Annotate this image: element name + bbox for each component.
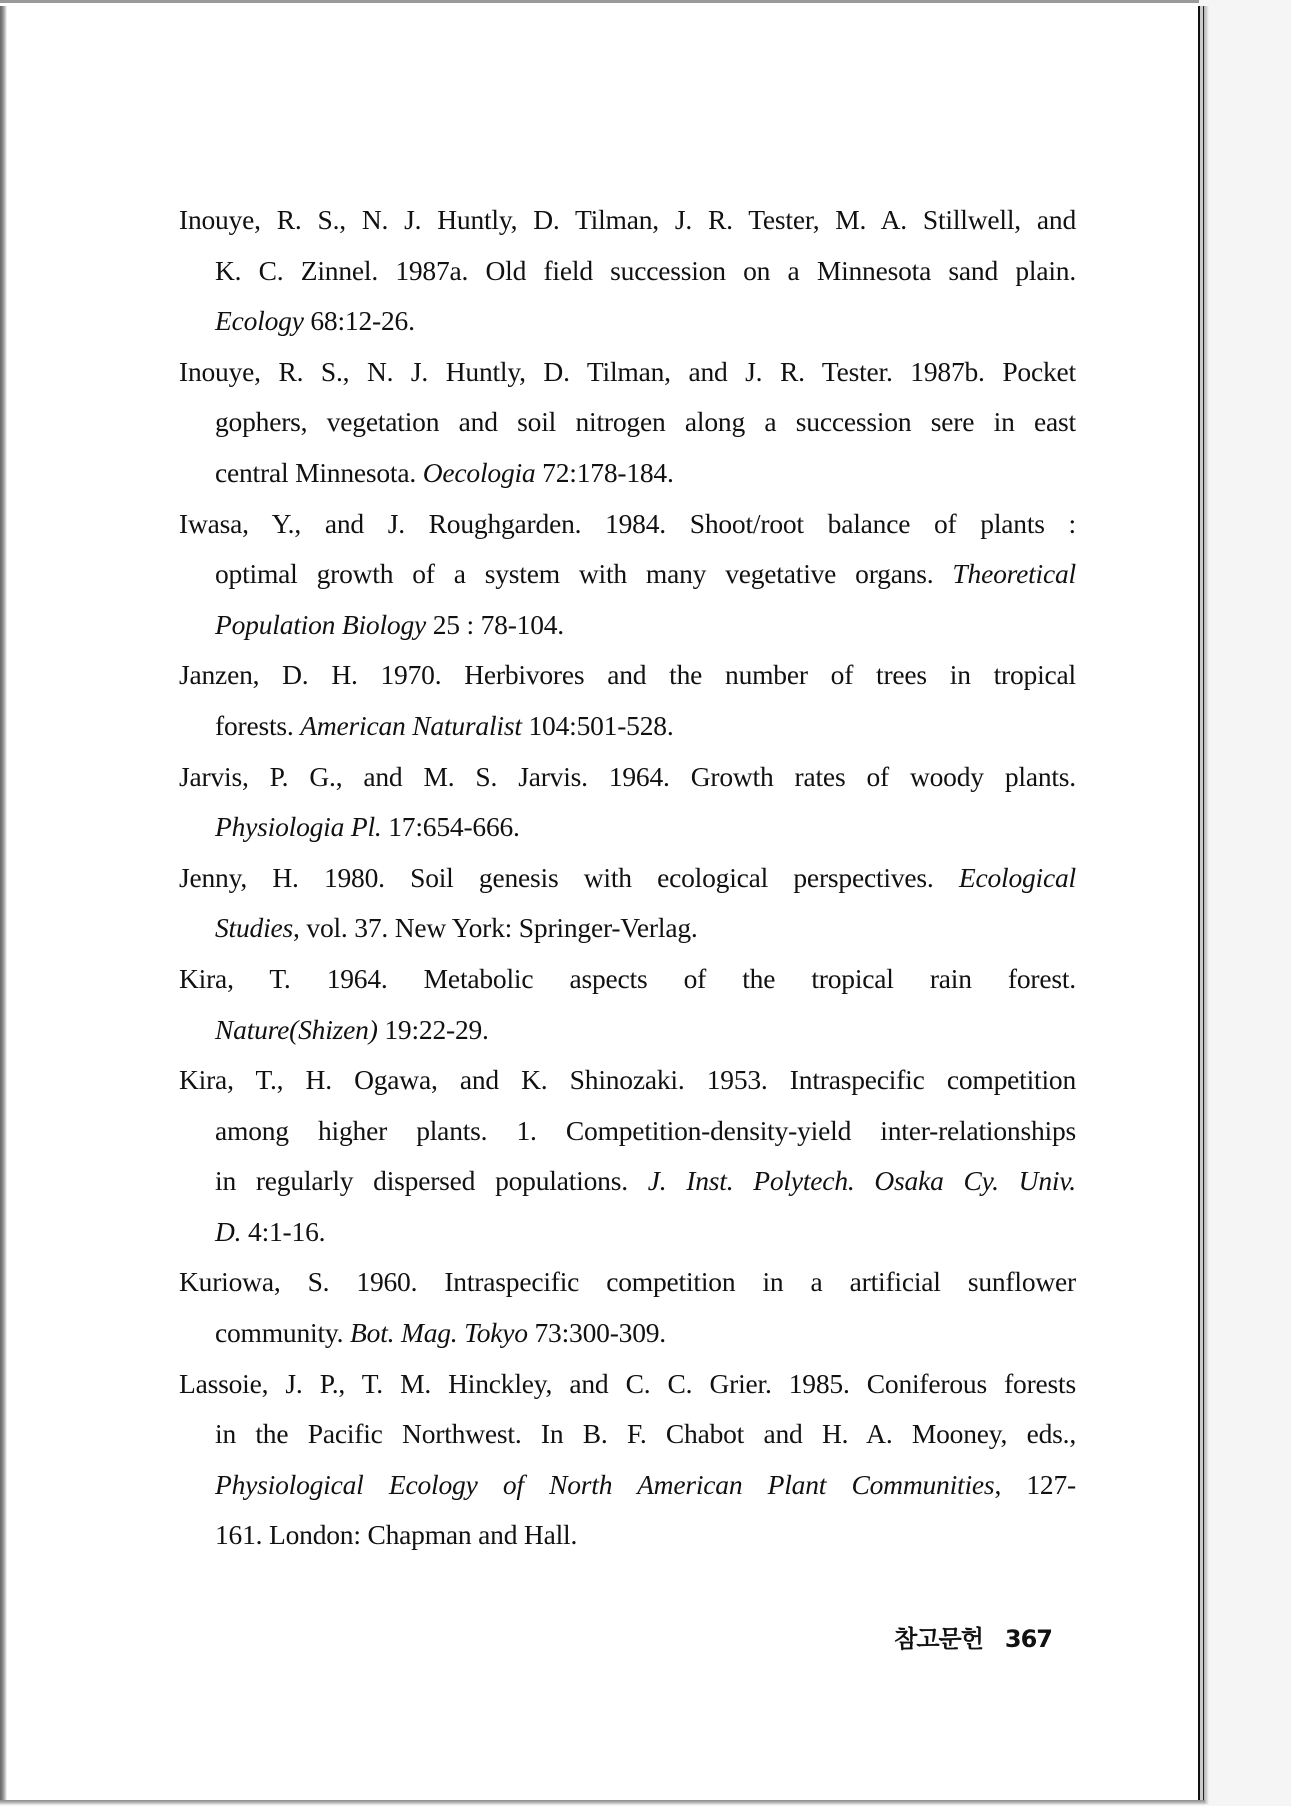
reference-text: optimal growth of a system with many vegetative organs. xyxy=(215,558,953,590)
reference-entry xyxy=(179,1364,1076,1566)
reference-entry xyxy=(179,1060,1076,1262)
reference-continuation-line xyxy=(215,453,1076,504)
reference-text: among higher plants. 1. Competition-density-yield inter-relationships xyxy=(215,1114,1076,1146)
reference-text: , vol. 37. New York: Springer-Verlag. xyxy=(293,912,698,944)
reference-text: 68:12-26. xyxy=(303,305,415,337)
reference-source-title: J. Inst. Polytech. Osaka Cy. Univ. xyxy=(647,1165,1076,1197)
reference-entry xyxy=(179,757,1076,858)
reference-continuation-line xyxy=(215,1515,1076,1566)
reference-text: Kuriowa, S. 1960. Intraspecific competition in a artificial sunflower xyxy=(179,1266,1076,1298)
reference-text: Lassoie, J. P., T. M. Hinckley, and C. C. Grier. 1985. Coniferous forests xyxy=(179,1367,1076,1399)
reference-text: 25 : 78-104. xyxy=(426,608,564,640)
reference-entry xyxy=(179,655,1076,756)
reference-text: 104:501-528. xyxy=(521,709,674,741)
reference-text: Inouye, R. S., N. J. Huntly, D. Tilman, and J. R. Tester. 1987b. Pocket xyxy=(179,355,1076,387)
reference-continuation-line xyxy=(215,301,1076,352)
reference-text: community. xyxy=(215,1317,351,1349)
reference-entry xyxy=(179,352,1076,504)
page-number: 367 xyxy=(1004,1625,1052,1653)
page-left-edge xyxy=(0,6,7,1804)
reference-text: 161. London: Chapman and Hall. xyxy=(215,1519,578,1551)
reference-first-line xyxy=(179,352,1076,403)
reference-text: Jarvis, P. G., and M. S. Jarvis. 1964. Growth rates of woody plants. xyxy=(179,760,1076,792)
reference-text: central Minnesota. xyxy=(215,456,423,488)
reference-first-line xyxy=(179,959,1076,1010)
reference-source-title: Studies xyxy=(215,912,294,944)
reference-text: in regularly dispersed populations. xyxy=(215,1165,648,1197)
reference-continuation-line xyxy=(215,1465,1076,1516)
reference-continuation-line xyxy=(215,1161,1076,1212)
reference-entry xyxy=(179,858,1076,959)
reference-entry xyxy=(179,1262,1076,1363)
reference-first-line xyxy=(179,1262,1076,1313)
reference-continuation-line xyxy=(215,402,1076,453)
page-right-edge xyxy=(1198,6,1209,1804)
reference-text: , 127- xyxy=(994,1468,1076,1500)
reference-continuation-line xyxy=(215,251,1076,302)
reference-continuation-line xyxy=(215,1111,1076,1162)
reference-first-line xyxy=(179,1364,1076,1415)
reference-text: Inouye, R. S., N. J. Huntly, D. Tilman, J. R. Tester, M. A. Stillwell, and xyxy=(179,204,1076,235)
reference-source-title: Ecological xyxy=(958,861,1076,893)
reference-text: 17:654-666. xyxy=(381,811,520,843)
reference-source-title: Oecologia xyxy=(422,456,536,488)
reference-continuation-line xyxy=(215,908,1076,959)
reference-continuation-line xyxy=(215,1010,1076,1061)
reference-source-title: American Naturalist xyxy=(300,709,522,741)
reference-text: gophers, vegetation and soil nitrogen along a succession sere in east xyxy=(215,406,1076,438)
reference-first-line xyxy=(179,757,1076,808)
reference-text: K. C. Zinnel. 1987a. Old field succession on a Minnesota sand plain. xyxy=(215,254,1076,286)
page-bottom-edge xyxy=(0,1800,1205,1805)
reference-entry xyxy=(179,200,1076,352)
reference-first-line xyxy=(179,1060,1076,1111)
reference-text: forests. xyxy=(215,709,301,741)
reference-list xyxy=(179,200,1076,1566)
section-title: 참고문헌 xyxy=(894,1625,983,1653)
reference-text: 73:300-309. xyxy=(527,1317,666,1349)
reference-continuation-line xyxy=(215,1212,1076,1263)
reference-first-line xyxy=(179,200,1076,251)
reference-continuation-line xyxy=(215,1313,1076,1364)
reference-source-title: Bot. Mag. Tokyo xyxy=(350,1317,528,1349)
reference-continuation-line xyxy=(215,807,1076,858)
reference-continuation-line xyxy=(215,706,1076,757)
reference-text: 19:22-29. xyxy=(377,1013,489,1045)
reference-source-title: D. xyxy=(215,1215,242,1247)
reference-source-title: Physiological Ecology of North American Plant Communities xyxy=(215,1468,995,1500)
reference-entry xyxy=(179,504,1076,656)
reference-first-line xyxy=(179,504,1076,555)
reference-text: Kira, T., H. Ogawa, and K. Shinozaki. 1953. Intraspecific competition xyxy=(179,1064,1076,1096)
reference-text: Janzen, D. H. 1970. Herbivores and the number of trees in tropical xyxy=(179,659,1076,691)
reference-continuation-line xyxy=(215,605,1076,656)
reference-continuation-line xyxy=(215,554,1076,605)
reference-continuation-line xyxy=(215,1414,1076,1465)
reference-source-title: Physiologia Pl. xyxy=(215,811,382,843)
reference-text: Kira, T. 1964. Metabolic aspects of the tropical rain forest. xyxy=(179,962,1076,994)
reference-first-line xyxy=(179,858,1076,909)
reference-text: Jenny, H. 1980. Soil genesis with ecological perspectives. xyxy=(179,861,959,893)
reference-source-title: Nature(Shizen) xyxy=(215,1013,378,1045)
page-footer xyxy=(870,1619,1052,1654)
reference-text: in the Pacific Northwest. In B. F. Chabot and H. A. Mooney, eds., xyxy=(215,1418,1076,1450)
reference-source-title: Ecology xyxy=(215,305,304,337)
reference-text: Iwasa, Y., and J. Roughgarden. 1984. Shoot/root balance of plants : xyxy=(179,507,1076,539)
reference-entry xyxy=(179,959,1076,1060)
reference-text: 4:1-16. xyxy=(241,1215,326,1247)
reference-source-title: Population Biology xyxy=(215,608,427,640)
reference-first-line xyxy=(179,655,1076,706)
reference-source-title: Theoretical xyxy=(952,558,1076,590)
reference-text: 72:178-184. xyxy=(535,456,674,488)
